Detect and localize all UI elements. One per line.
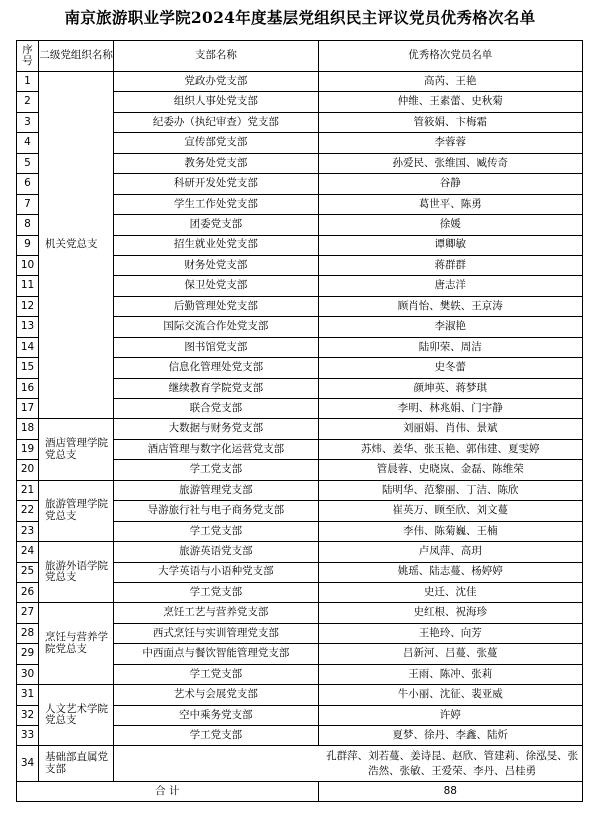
row-number: 21 [17,480,39,500]
row-number: 1 [17,72,39,92]
row-number: 30 [17,664,39,684]
members-cell: 李蓉蓉 [318,133,582,153]
members-cell: 刘丽娟、肖伟、景斌 [318,419,582,439]
members-cell: 李淑艳 [318,317,582,337]
row-number: 17 [17,399,39,419]
members-cell: 史迁、沈佳 [318,582,582,602]
table-body [17,72,583,782]
table-row [17,685,583,705]
branch-name: 导游旅行社与电子商务党支部 [114,501,318,521]
row-number: 8 [17,215,39,235]
row-number: 26 [17,582,39,602]
members-cell: 夏梦、徐丹、李鑫、陆炘 [318,726,582,746]
row-number: 12 [17,296,39,316]
members-cell: 王雨、陈冲、张莉 [318,664,582,684]
branch-name: 酒店管理与数字化运营党支部 [114,439,318,459]
branch-name: 后勤管理处党支部 [114,296,318,316]
row-number: 3 [17,112,39,132]
row-number: 33 [17,726,39,746]
members-cell: 徐媛 [318,215,582,235]
row-number: 34 [17,746,39,782]
members-cell: 吕新河、吕蔓、张蔓 [318,644,582,664]
row-number: 32 [17,705,39,725]
members-cell: 孙爱民、张维国、臧传奇 [318,153,582,173]
branch-name: 组织人事处党支部 [114,92,318,112]
branch-name: 烹饪工艺与营养党支部 [114,603,318,623]
table-row [17,542,583,562]
row-number: 16 [17,378,39,398]
branch-name: 学工党支部 [114,582,318,602]
members-cell: 唐志洋 [318,276,582,296]
branch-name: 国际交流合作处党支部 [114,317,318,337]
branch-name: 学工党支部 [114,460,318,480]
row-number: 2 [17,92,39,112]
row-number: 7 [17,194,39,214]
row-number: 5 [17,153,39,173]
row-number: 11 [17,276,39,296]
row-number: 20 [17,460,39,480]
members-cell: 崔英万、顾至欣、刘文蔓 [318,501,582,521]
table-row [17,480,583,500]
group-name: 旅游管理学院党总支 [39,480,114,541]
members-cell: 蒋群群 [318,255,582,275]
branch-name: 信息化管理处党支部 [114,358,318,378]
branch-name: 宣传部党支部 [114,133,318,153]
row-number: 29 [17,644,39,664]
branch-name: 学工党支部 [114,664,318,684]
members-cell: 史红根、祝海珍 [318,603,582,623]
table-row [17,603,583,623]
header-members: 优秀格次党员名单 [318,41,582,72]
branch-name: 图书馆党支部 [114,337,318,357]
members-cell: 葛世平、陈勇 [318,194,582,214]
members-cell: 管晨蓉、史晓岚、金磊、陈维荣 [318,460,582,480]
table-row [17,746,583,782]
row-number: 4 [17,133,39,153]
group-name: 旅游外语学院党总支 [39,542,114,603]
branch-name: 保卫处党支部 [114,276,318,296]
members-cell: 卢凤萍、高玥 [318,542,582,562]
row-number: 23 [17,521,39,541]
row-number: 27 [17,603,39,623]
branch-name: 空中乘务党支部 [114,705,318,725]
header-group: 二级党组织名称 [39,41,114,72]
branch-name: 旅游英语党支部 [114,542,318,562]
row-number: 28 [17,623,39,643]
members-cell: 谭卿敏 [318,235,582,255]
members-cell: 李伟、陈菊巍、王楠 [318,521,582,541]
branch-name: 旅游管理党支部 [114,480,318,500]
members-cell: 顾肖怡、樊轶、王京涛 [318,296,582,316]
row-number: 25 [17,562,39,582]
row-number: 22 [17,501,39,521]
members-cell: 高芮、王艳 [318,72,582,92]
row-number: 6 [17,174,39,194]
row-number: 15 [17,358,39,378]
members-cell: 王艳玲、向芳 [318,623,582,643]
branch-name: 教务处党支部 [114,153,318,173]
row-number: 18 [17,419,39,439]
branch-name: 大学英语与小语种党支部 [114,562,318,582]
branch-name: 大数据与财务党支部 [114,419,318,439]
branch-name: 西式烹饪与实训管理党支部 [114,623,318,643]
total-value: 88 [318,782,582,802]
members-cell: 陆明华、范黎丽、丁洁、陈欣 [318,480,582,500]
branch-name: 党政办党支部 [114,72,318,92]
branch-name: 学工党支部 [114,521,318,541]
branch-name: 继续教育学院党支部 [114,378,318,398]
row-number: 13 [17,317,39,337]
header-no-line2: 号 [22,55,33,67]
table-row [17,72,583,92]
header-no-line1: 序 [22,43,33,56]
group-name: 基础部直属党支部 [39,746,114,782]
branch-name: 招生就业处党支部 [114,235,318,255]
group-name: 机关党总支 [39,72,114,419]
members-cell: 苏炜、姜华、张玉艳、郭伟建、夏雯婷 [318,439,582,459]
row-number: 9 [17,235,39,255]
total-label: 合 计 [17,782,319,802]
branch-name: 联合党支部 [114,399,318,419]
members-table [16,40,583,802]
group-name: 烹饪与营养学院党总支 [39,603,114,685]
members-cell: 颜坤英、蒋梦琪 [318,378,582,398]
group-name: 酒店管理学院党总支 [39,419,114,480]
members-cell: 李明、林兆娟、门宇静 [318,399,582,419]
members-cell: 牛小丽、沈征、裴亚威 [318,685,582,705]
total-row [17,782,583,802]
members-cell: 仲维、王素蕾、史秋菊 [318,92,582,112]
table-header-row [17,41,583,72]
branch-name: 科研开发处党支部 [114,174,318,194]
branch-name: 财务处党支部 [114,255,318,275]
header-no [17,41,39,72]
members-cell: 陆卯荣、周洁 [318,337,582,357]
members-cell: 姚瑶、陆志蔓、杨婷婷 [318,562,582,582]
branch-name: 纪委办（执纪审查）党支部 [114,112,318,132]
row-number: 24 [17,542,39,562]
group-name: 人文艺术学院党总支 [39,685,114,746]
members-cell: 孔群萍、刘若蔓、姜诗昆、赵欣、管建莉、徐泓旻、张浩然、张敏、王爱荣、李丹、吕桂勇 [114,746,583,782]
header-branch: 支部名称 [114,41,318,72]
branch-name: 学工党支部 [114,726,318,746]
members-cell: 许婷 [318,705,582,725]
page-title: 南京旅游职业学院2024年度基层党组织民主评议党员优秀格次名单 [64,8,536,27]
branch-name: 团委党支部 [114,215,318,235]
table-row [17,419,583,439]
branch-name: 艺术与会展党支部 [114,685,318,705]
row-number: 10 [17,255,39,275]
row-number: 19 [17,439,39,459]
members-cell: 管筱娟、卞梅霜 [318,112,582,132]
branch-name: 中西面点与餐饮智能管理党支部 [114,644,318,664]
row-number: 31 [17,685,39,705]
row-number: 14 [17,337,39,357]
members-cell: 史冬蕾 [318,358,582,378]
branch-name: 学生工作处党支部 [114,194,318,214]
members-cell: 谷静 [318,174,582,194]
